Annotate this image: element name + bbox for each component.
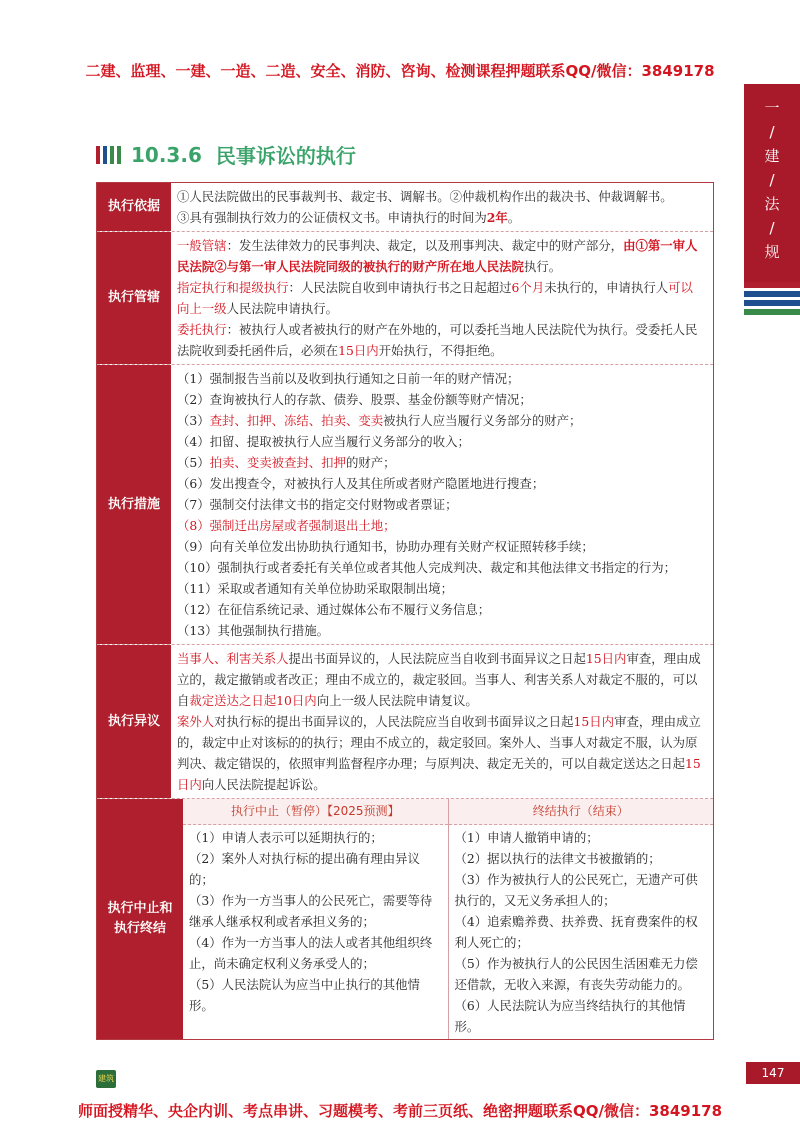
measure-item: （10）强制执行或者委托有关单位或者其他人完成判决、裁定和其他法律文书指定的行为；: [177, 560, 677, 575]
measure-item: （3）查封、扣押、冻结、拍卖、变卖被执行人应当履行义务部分的财产；: [177, 413, 582, 428]
section-title: 民事诉讼的执行: [215, 144, 356, 168]
suspend-item: （1）申请人表示可以延期执行的；: [189, 830, 383, 845]
measure-item: （4）扣留、提取被执行人应当履行义务部分的收入；: [177, 434, 470, 449]
measure-item: （12）在征信系统记录、通过媒体公布不履行义务信息；: [177, 602, 491, 617]
side-tab-char: 一: [764, 99, 780, 117]
terminate-item: （2）据以执行的法律文书被撤销的；: [454, 851, 661, 866]
suspend-item: （4）作为一方当事人的法人或者其他组织终止，尚未确定权利义务承受人的；: [189, 935, 433, 971]
jurisdiction-entrusted: 委托执行：被执行人或者被执行的财产在外地的，可以委托当地人民法院代为执行。受委托人民法院收到委托函件后，必须在15日内开始执行，不得拒绝。: [177, 322, 698, 358]
terminate-item: （3）作为被执行人的公民死亡，无遗产可供执行的，又无义务承担人的；: [454, 872, 698, 908]
basis-line: ③具有强制执行效力的公证债权文书。申请执行的时间为2年。: [177, 210, 521, 225]
suspend-item: （3）作为一方当事人的公民死亡，需要等待继承人继承权利或者承担义务的；: [189, 893, 433, 929]
objection-party: 当事人、利害关系人提出书面异议的，人民法院应当自收到书面异议之日起15日内审查，理由成立的，裁定撤销或者改正；理由不成立的，裁定驳回。当事人、利害关系人对裁定不服的，可以自裁定送达之日起10日内向上一级人民法院申请复议。: [177, 651, 701, 708]
terminate-column: [448, 799, 714, 1039]
section-heading: [96, 140, 356, 169]
section-number: 10.3.6: [131, 142, 202, 167]
row-basis: [97, 183, 713, 231]
measure-item: （2）查询被执行人的存款、债券、股票、基金份额等财产情况；: [177, 392, 532, 407]
suspend-column: [183, 799, 448, 1039]
row-body: [171, 183, 713, 231]
terminate-item: （6）人民法院认为应当终结执行的其他情形。: [454, 998, 686, 1034]
side-color-stripes: [744, 282, 800, 318]
objection-outsider: 案外人对执行标的提出书面异议的，人民法院应当自收到书面异议之日起15日内审查，理由成立的，裁定中止对该标的的执行；理由不成立的，裁定驳回。案外人、当事人对裁定不服，认为原判决、裁定错误的，依照审判监督程序办理；与原判决、裁定无关的，可以自裁定送达之日起15日内向人民法院提起诉讼。: [177, 714, 701, 792]
measure-item: （9）向有关单位发出协助执行通知书，协助办理有关财产权证照转移手续；: [177, 539, 594, 554]
section-bars-icon: [96, 146, 121, 164]
measure-item: （6）发出搜查令，对被执行人及其住所或者财产隐匿地进行搜查；: [177, 476, 545, 491]
measure-item: （5）拍卖、变卖被查封、扣押的财产；: [177, 455, 396, 470]
side-tab-char: 建: [764, 147, 780, 165]
terminate-item: （4）追索赡养费、扶养费、抚育费案件的权利人死亡的；: [454, 914, 698, 950]
publisher-logo-icon: 建筑: [96, 1070, 116, 1088]
side-tab-char: 规: [764, 243, 780, 261]
promo-banner-bottom: 师面授精华、央企内训、考点串讲、习题模考、考前三页纸、绝密押题联系QQ/微信：3849178: [77, 1102, 723, 1120]
row-body: [171, 365, 713, 644]
terminate-item: （1）申请人撤销申请的；: [454, 830, 599, 845]
side-tab-char: 法: [764, 195, 780, 213]
measure-item: （13）其他强制执行措施。: [177, 623, 330, 638]
basis-line: ①人民法院做出的民事裁判书、裁定书、调解书。②仲裁机构作出的裁决书、仲裁调解书。: [177, 189, 673, 204]
promo-banner-top: 二建、监理、一建、一造、二造、安全、消防、咨询、检测课程押题联系QQ/微信：3849178: [85, 62, 715, 80]
jurisdiction-general: 一般管辖：发生法律效力的民事判决、裁定，以及刑事判决、裁定中的财产部分，由①第一审人民法院②与第一审人民法院同级的被执行的财产所在地人民法院执行。: [177, 238, 698, 274]
side-tab-char: /: [769, 123, 775, 141]
side-tab-char: /: [769, 171, 775, 189]
jurisdiction-designated: 指定执行和提级执行：人民法院自收到申请执行书之日起超过6个月未执行的，申请执行人可以向上一级人民法院申请执行。: [177, 280, 693, 316]
row-body: [171, 232, 713, 364]
side-tab-char: /: [769, 219, 775, 237]
suspend-split: [183, 799, 713, 1039]
row-label: 执行管辖: [97, 232, 171, 364]
execution-table: [96, 182, 714, 1040]
terminate-item: （5）作为被执行人的公民因生活困难无力偿还借款，无收入来源，有丧失劳动能力的。: [454, 956, 698, 992]
suspend-head: 执行中止（暂停）【2025预测】: [183, 799, 448, 825]
measure-item: （8）强制迁出房屋或者强制退出土地；: [177, 518, 396, 533]
row-suspend-terminate: [97, 798, 713, 1039]
terminate-head: 终结执行（结束）: [449, 799, 714, 825]
suspend-item: （5）人民法院认为应当中止执行的其他情形。: [189, 977, 420, 1013]
measure-item: （1）强制报告当前以及收到执行通知之日前一年的财产情况；: [177, 371, 520, 386]
row-objection: [97, 644, 713, 798]
measure-item: （7）强制交付法律文书的指定交付财物或者票证；: [177, 497, 458, 512]
row-label: 执行异议: [97, 645, 171, 798]
row-body: [171, 645, 713, 798]
page-number: 147: [746, 1062, 800, 1084]
row-jurisdiction: [97, 231, 713, 364]
measure-item: （11）采取或者通知有关单位协助采取限制出境；: [177, 581, 453, 596]
row-measures: [97, 364, 713, 644]
row-label: 执行中止和执行终结: [97, 799, 183, 1039]
suspend-item: （2）案外人对执行标的提出确有理由异议的；: [189, 851, 420, 887]
row-label: 执行措施: [97, 365, 171, 644]
chapter-side-tab: [744, 84, 800, 282]
row-label: 执行依据: [97, 183, 171, 231]
